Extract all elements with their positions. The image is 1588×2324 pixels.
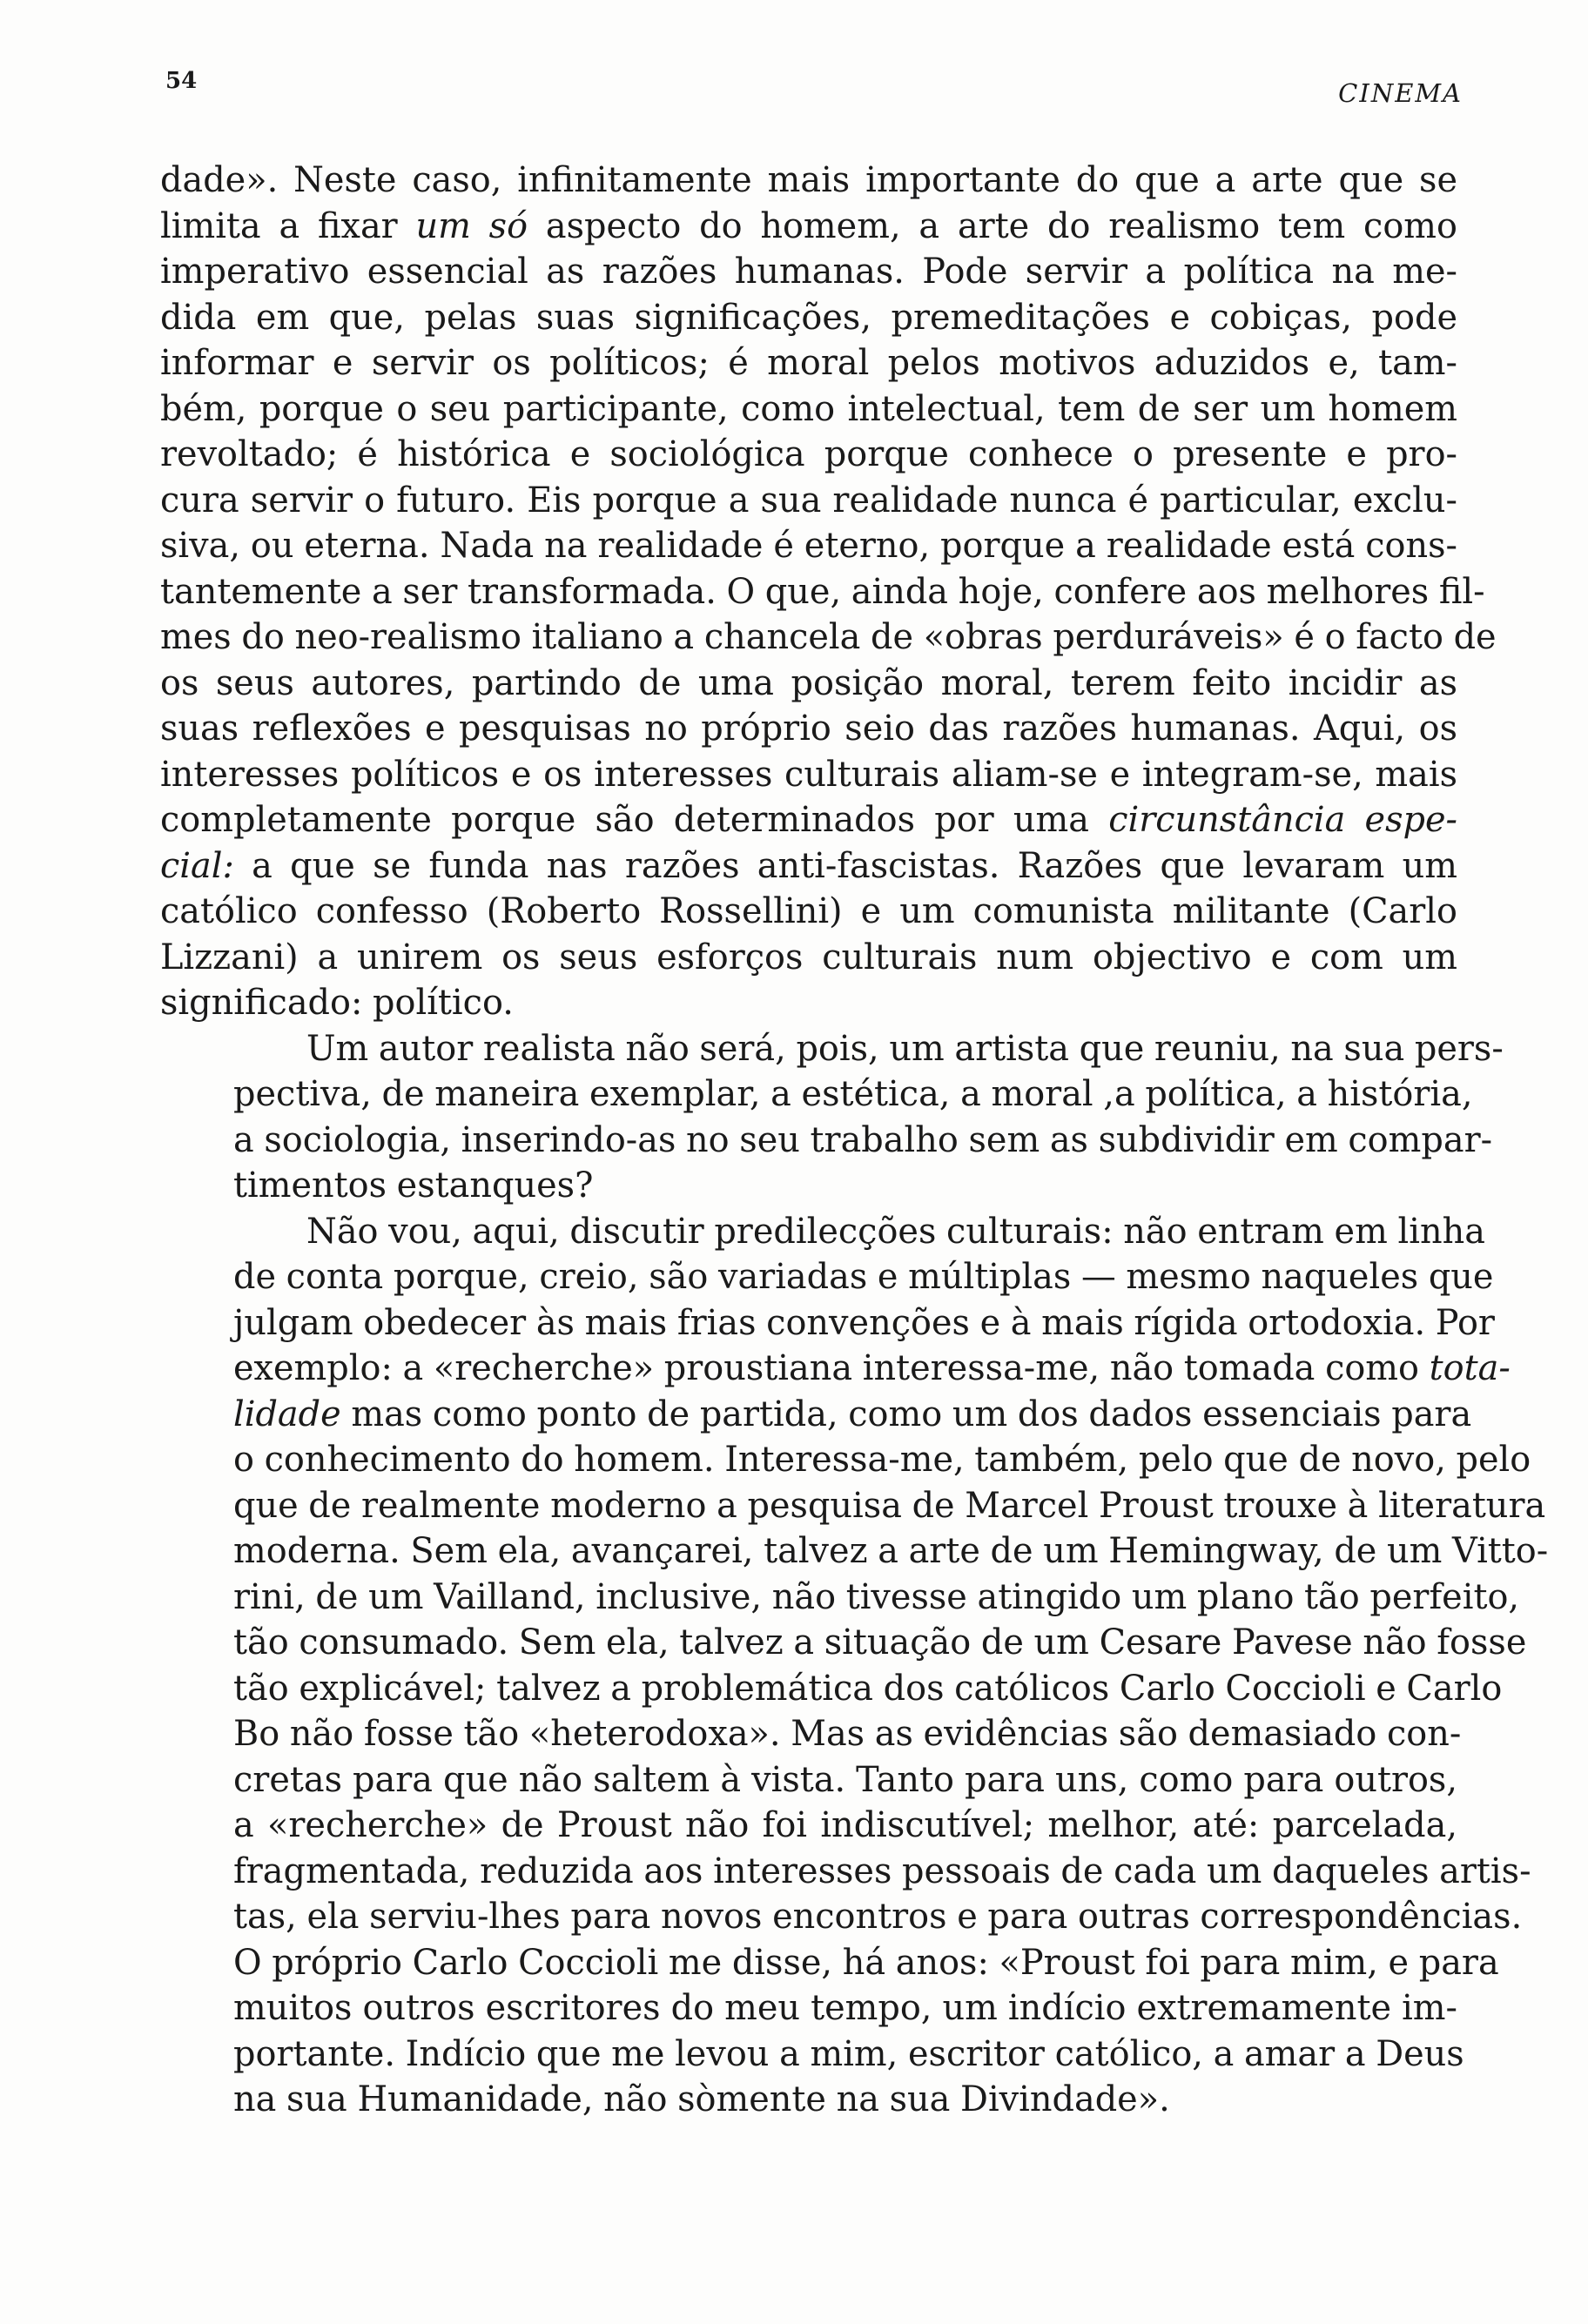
- text-run: informar e servir os políticos; é moral pelos motivos aduzidos e, tam-: [160, 343, 1457, 383]
- text-run: Um autor realista não será, pois, um artista que reuniu, na sua pers-: [306, 1028, 1504, 1069]
- text-line: [160, 158, 1457, 204]
- text-line: [160, 2032, 1464, 2078]
- text-line: [160, 752, 1457, 798]
- text-line: [160, 1392, 1472, 1438]
- text-line: [160, 1163, 1457, 1209]
- text-run: siva, ou eterna. Nada na realidade é eterno, porque a realidade está cons-: [160, 526, 1457, 566]
- text-run: O próprio Carlo Coccioli me disse, há anos: «Proust foi para mim, e para: [233, 1942, 1499, 1983]
- text-run: moderna. Sem ela, avançarei, talvez a arte de um Hemingway, de um Vitto-: [233, 1531, 1549, 1571]
- text-run: cura servir o futuro. Eis porque a sua realidade nunca é particular, exclu-: [160, 480, 1457, 521]
- text-line: [160, 478, 1457, 524]
- text-run: rini, de um Vailland, inclusive, não tivesse atingido um plano tão perfeito,: [233, 1576, 1520, 1617]
- text-run: muitos outros escritores do meu tempo, um indício extremamente im-: [233, 1988, 1457, 2028]
- page-number: 54: [165, 68, 198, 94]
- paragraph: [160, 1209, 1549, 2123]
- text-line: [160, 340, 1457, 386]
- body-text: [160, 158, 1549, 2123]
- text-run: tantemente a ser transformada. O que, ainda hoje, confere aos melhores fil-: [160, 571, 1485, 612]
- text-line: [160, 889, 1457, 935]
- text-run: portante. Indício que me levou a mim, escritor católico, a amar a Deus: [233, 2033, 1464, 2074]
- text-run: dade». Neste caso, infinitamente mais importante do que a arte que se: [160, 160, 1457, 200]
- text-run: os seus autores, partindo de uma posição moral, terem feito incidir as: [160, 662, 1457, 703]
- text-run: tão explicável; talvez a problemática dos católicos Carlo Coccioli e Carlo: [233, 1668, 1503, 1709]
- text-run: a «recherche» de Proust não foi indiscutível; melhor, até: parcelada,: [233, 1805, 1457, 1845]
- text-line: [160, 1300, 1495, 1347]
- paragraph: [160, 158, 1497, 1026]
- page-header: [165, 68, 1463, 111]
- text-run: timentos estanques?: [233, 1165, 594, 1206]
- text-line: [160, 1528, 1549, 1575]
- italic-text: circunstância espe-: [1108, 800, 1457, 840]
- text-line: [160, 661, 1457, 707]
- text-line: [160, 1209, 1485, 1255]
- running-head: CINEMA: [1338, 78, 1463, 108]
- text-run: mes do neo-realismo italiano a chancela de «obras perduráveis» é o facto de: [160, 617, 1497, 657]
- text-line: [160, 1711, 1462, 1757]
- text-run: bém, porque o seu participante, como intelectual, tem de ser um homem: [160, 388, 1457, 429]
- text-run: a sociologia, inserindo-as no seu trabalho sem as subdividir em compar-: [233, 1119, 1493, 1160]
- text-run: tão consumado. Sem ela, talvez a situação de um Cesare Pavese não fosse: [233, 1622, 1527, 1662]
- text-line: [160, 615, 1497, 661]
- text-line: [160, 1071, 1473, 1118]
- text-line: [160, 935, 1457, 981]
- italic-text: cial:: [160, 845, 234, 886]
- text-run: Bo não fosse tão «heterodoxa». Mas as evidências são demasiado con-: [233, 1714, 1462, 1754]
- text-line: [160, 2077, 1457, 2123]
- text-run: mas como ponto de partida, como um dos dados essenciais para: [340, 1394, 1472, 1434]
- text-run: pectiva, de maneira exemplar, a estética, a moral ,a política, a história,: [233, 1074, 1473, 1114]
- italic-text: lidade: [233, 1394, 341, 1434]
- text-line: [160, 204, 1457, 250]
- text-line: [160, 295, 1457, 341]
- italic-text: tota-: [1429, 1348, 1511, 1388]
- text-run: limita a fixar: [160, 205, 416, 246]
- text-line: [160, 1575, 1520, 1621]
- text-run: completamente porque são determinados por uma: [160, 800, 1109, 840]
- text-line: [160, 1026, 1504, 1072]
- text-run: católico confesso (Roberto Rossellini) e um comunista militante (Carlo: [160, 891, 1457, 931]
- text-run: dida em que, pelas suas significações, premeditações e cobiças, pode: [160, 297, 1457, 338]
- text-line: [160, 249, 1457, 295]
- paragraph: [160, 1026, 1504, 1209]
- text-line: [160, 1985, 1457, 2032]
- text-line: [160, 843, 1457, 890]
- text-line: [160, 1894, 1523, 1940]
- text-run: Não vou, aqui, discutir predilecções culturais: não entram em linha: [306, 1211, 1485, 1252]
- text-line: [160, 1666, 1503, 1712]
- text-line: [160, 1757, 1457, 1803]
- text-line: [160, 386, 1457, 433]
- text-line: [160, 1118, 1493, 1164]
- text-line: [160, 1437, 1531, 1483]
- text-line: [160, 1849, 1531, 1895]
- text-run: o conhecimento do homem. Interessa-me, também, pelo que de novo, pelo: [233, 1440, 1531, 1480]
- text-run: interesses políticos e os interesses culturais aliam-se e integram-se, mais: [160, 754, 1457, 795]
- text-run: julgam obedecer às mais frias convenções e à mais rígida ortodoxia. Por: [233, 1302, 1495, 1343]
- text-line: [160, 1803, 1457, 1849]
- text-run: fragmentada, reduzida aos interesses pessoais de cada um daqueles artis-: [233, 1850, 1531, 1891]
- text-line: [160, 1483, 1546, 1529]
- text-run: imperativo essencial as razões humanas. Pode servir a política na me-: [160, 252, 1457, 292]
- text-run: na sua Humanidade, não sòmente na sua Divindade».: [233, 2079, 1170, 2119]
- text-line: [160, 1940, 1499, 1986]
- text-run: revoltado; é histórica e sociológica porque conhece o presente e pro-: [160, 434, 1457, 474]
- text-run: tas, ela serviu-lhes para novos encontros e para outras correspondências.: [233, 1897, 1523, 1937]
- text-line: [160, 1254, 1494, 1300]
- text-line: [160, 980, 1457, 1026]
- text-line: [160, 706, 1457, 752]
- text-run: exemplo: a «recherche» proustiana interessa-me, não tomada como: [233, 1348, 1430, 1388]
- text-line: [160, 569, 1485, 615]
- text-run: a que se funda nas razões anti-fascistas. Razões que levaram um: [233, 845, 1457, 886]
- italic-text: um só: [415, 205, 528, 246]
- text-line: [160, 523, 1457, 569]
- text-run: Lizzani) a unirem os seus esforços culturais num objectivo e com um: [160, 937, 1457, 977]
- text-run: de conta porque, creio, são variadas e múltiplas — mesmo naqueles que: [233, 1257, 1494, 1297]
- text-line: [160, 432, 1457, 478]
- text-line: [160, 1346, 1511, 1392]
- text-run: suas reflexões e pesquisas no próprio seio das razões humanas. Aqui, os: [160, 709, 1457, 749]
- text-line: [160, 1620, 1527, 1666]
- text-run: significado: político.: [160, 983, 514, 1023]
- text-run: que de realmente moderno a pesquisa de Marcel Proust trouxe à literatura: [233, 1485, 1546, 1526]
- text-run: cretas para que não saltem à vista. Tanto para uns, como para outros,: [233, 1759, 1457, 1800]
- text-run: aspecto do homem, a arte do realismo tem como: [528, 205, 1457, 246]
- text-line: [160, 797, 1457, 843]
